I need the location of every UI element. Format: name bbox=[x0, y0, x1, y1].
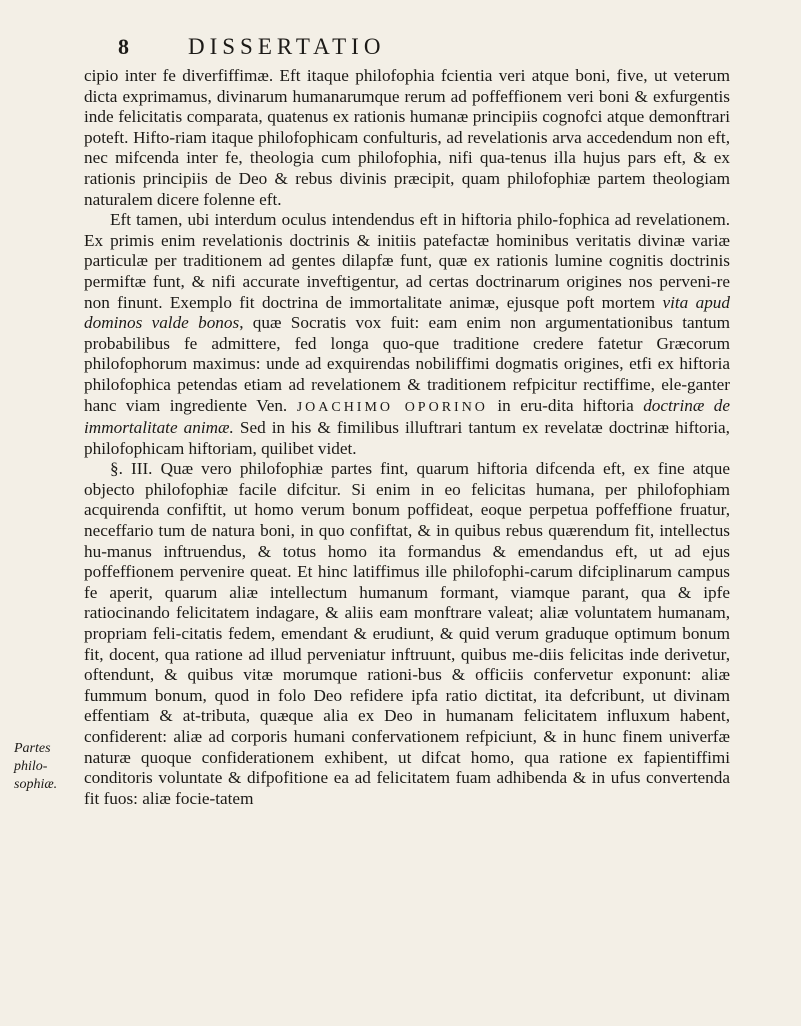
paragraph-1: cipio inter fe diverfiffimæ. Eft itaque philofophia fcientia veri atque boni, five, ut veterum dicta exprimamus, divinarum humanarumque rerum ad poffeffionem veri boni & exfurgentis inde felicitatis comparata, quatenus ex rationis humanæ principiis cognofci atque demonftrari poteft. Hifto-riam itaque philofophicam confulturis, ad revelationis arva accedendum non eft, nec mifcenda inter fe, theologia cum philofophia, nifi qua-tenus illa hujus pars eft, & ex rationis principiis de Deo & rebus divinis præcipit, quam philofophiæ partem theologiam naturalem dicere folenne eft. bbox=[84, 66, 730, 209]
author-name: JOACHIMO OPORINO bbox=[296, 399, 488, 415]
paragraph-2-text-c: in eru-dita hiftoria bbox=[487, 395, 644, 415]
paragraph-2-text-a: Eft tamen, ubi interdum oculus intendendus eft in hiftoria philo-fophica ad revelationem. Ex primis enim revelationis doctrinis & initiis patefactæ hominibus veritatis divinæ variæ particulæ per traditionem ad gentes dilapfæ funt, quæ ex rationis lumine cognitis doctrinis permiftæ funt, & nifi accurate inveftigentur, ad certas doctrinarum origines nos perveni-re non finunt. Exemplo fit doctrina de immortalitate animæ, ejusque poft mortem bbox=[84, 210, 730, 312]
paragraph-2-text-d: Sed in his & fimilibus illuftrari tantum ex revelatæ doctrinæ hiftoria, philofophicam hiftoriam, quilibet videt. bbox=[84, 418, 730, 458]
body-text bbox=[84, 66, 730, 809]
margin-note: Partes philo- sophiæ. bbox=[14, 741, 58, 792]
page-number: 8 bbox=[118, 34, 129, 59]
running-title: DISSERTATIO bbox=[188, 34, 386, 59]
work-title-italic: doctrinæ de immortalitate animæ. bbox=[84, 395, 730, 438]
quotation-italic: vita apud dominos valde bonos bbox=[84, 292, 730, 333]
page-header bbox=[118, 34, 678, 64]
paragraph-2-text-b: , quæ Socratis vox fuit: eam enim non argumentationibus tantum probabilibus fe admittere, fed longa quo-que traditione credere fatetur Græcorum philofophorum maximus: unde ad exquirendas nobiliffimi dogmatis origines, etfi ex hiftoria philofophica petendas etiam ad revelationem & traditionem refpicitur rectiffime, ele-ganter hanc viam ingrediente Ven. bbox=[84, 313, 730, 415]
paragraph-3: §. III. Quæ vero philofophiæ partes fint, quarum hiftoria difcenda eft, ex fine atque objecto philofophiæ facile difcitur. Si enim in eo felicitas humana, per philofophiam acquirenda confiftit, ut homo verum bonum poffideat, eoque perpetua poffeffione fruatur, neceffario tum de natura boni, in quo confiftat, & in quibus rebus quærendum fit, intellectus hu-manus inftruendus, & totus homo ita formandus & emendandus eft, ut ad ejus poffeffionem pervenire queat. Et hinc latiffimus ille philofophi-carum difciplinarum campus fe aperit, quarum aliæ intellectum humanum formant, viamque parant, qua & ipfe ratiocinando felicitatem indagare, & aliis eam monftrare valeat; aliæ voluntatem humanam, propriam feli-citatis fedem, emendant & erudiunt, & quid verum graduque optimum bonum fit, docent, qua ratione ad illud perveniatur inftruunt, quibus me-diis felicitas inde derivetur, oftendunt, & quibus vitæ morumque rationi-bus & officiis confervetur exponunt: aliæ fummum bonum, quod in folo Deo refidere ipfa ratio dictitat, ita defcribunt, ut divinam effentiam & at-tributa, quæque alia ex Deo in humanam felicitatem influxum habent, confiderent: aliæ ad corporis humani confervationem refpiciunt, & in hunc finem univerfæ naturæ quoque confiderationem exhibent, ut difcat homo, qua ratione ex fapientiffimi conditoris voluntate & difpofitione ea ad felicitatem fuam adhibenda & in ufus convertenda fit fuos: aliæ focie-tatem bbox=[84, 459, 730, 808]
paragraph-2 bbox=[84, 210, 730, 459]
